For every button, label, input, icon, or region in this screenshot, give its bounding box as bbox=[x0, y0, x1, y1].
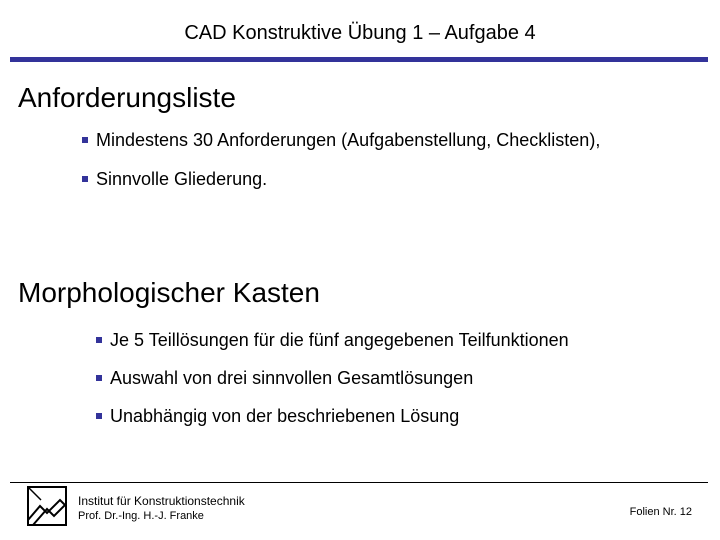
bullet-square-icon bbox=[96, 337, 102, 343]
bullet-item bbox=[96, 330, 569, 351]
footer-divider bbox=[10, 482, 708, 483]
bullet-text: Sinnvolle Gliederung. bbox=[96, 169, 268, 189]
title-divider bbox=[10, 57, 708, 62]
bullet-text: Auswahl von drei sinnvollen Gesamtlösungen bbox=[110, 368, 474, 388]
bullet-item bbox=[96, 406, 459, 427]
bullet-square-icon bbox=[96, 413, 102, 419]
bullet-text: Unabhängig von der beschriebenen Lösung bbox=[110, 406, 460, 426]
section-heading-morphologischer-kasten: Morphologischer Kasten bbox=[18, 277, 320, 308]
page-number: Folien Nr. 12 bbox=[629, 506, 692, 518]
section-heading-anforderungsliste: Anforderungsliste bbox=[18, 82, 236, 113]
institute-name: Institut für Konstruktionstechnik bbox=[78, 494, 245, 508]
bullet-text: Je 5 Teillösungen für die fünf angegebenen Teilfunktionen bbox=[110, 330, 569, 350]
bullet-square-icon bbox=[82, 137, 88, 143]
bullet-text: Mindestens 30 Anforderungen (Aufgabenstellung, Checklisten), bbox=[96, 130, 601, 150]
slide-title: CAD Konstruktive Übung 1 – Aufgabe 4 bbox=[184, 22, 536, 44]
bullet-square-icon bbox=[82, 176, 88, 182]
bullet-item bbox=[82, 169, 267, 190]
bullet-square-icon bbox=[96, 375, 102, 381]
institute-logo-icon bbox=[27, 486, 67, 526]
bullet-item bbox=[96, 368, 473, 389]
bullet-item bbox=[82, 130, 600, 151]
professor-name: Prof. Dr.-Ing. H.-J. Franke bbox=[78, 510, 204, 522]
